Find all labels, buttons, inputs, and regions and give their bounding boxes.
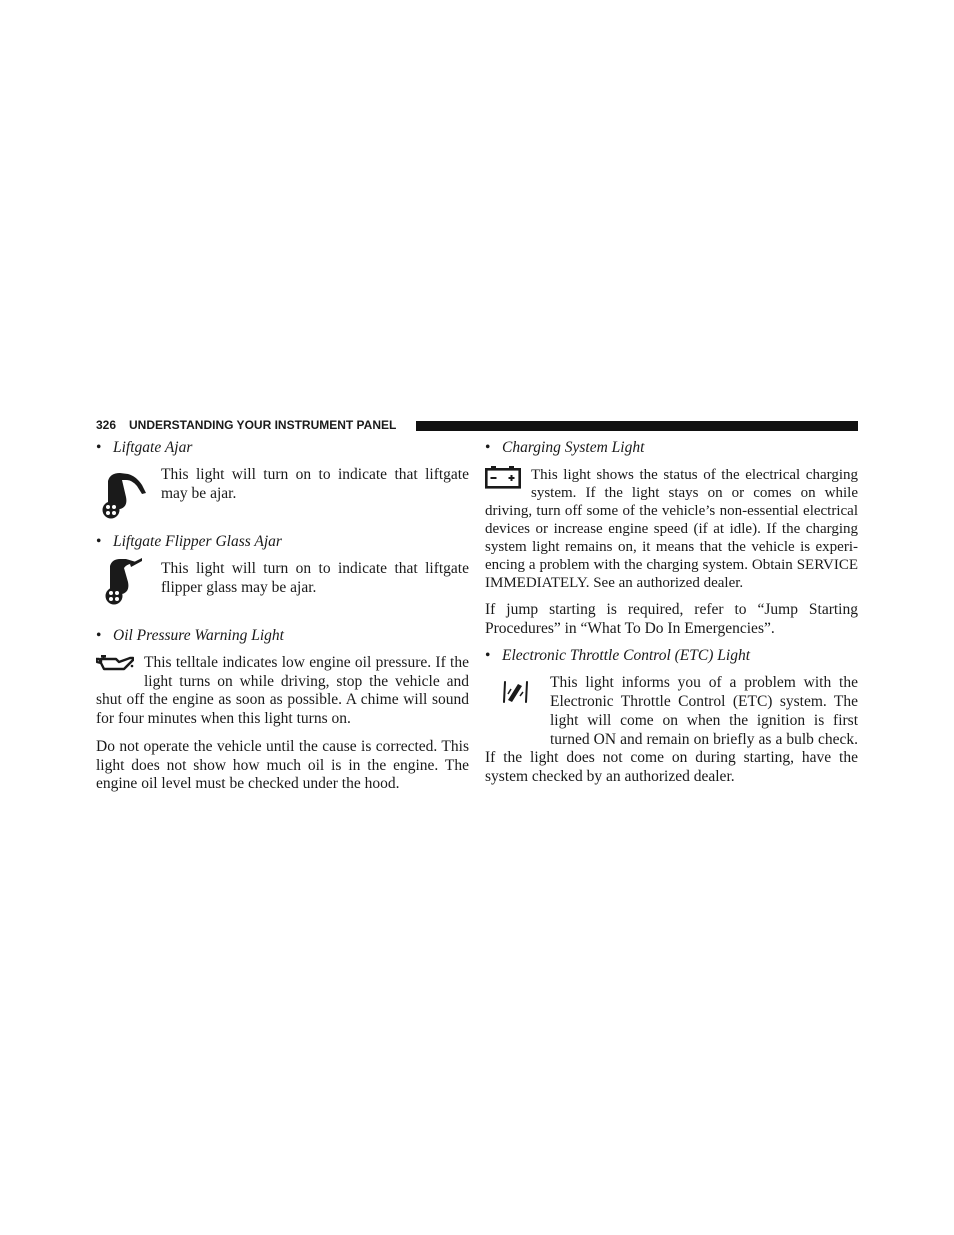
etc-heading: • Electronic Throttle Control (ETC) Light [485, 647, 750, 665]
liftgate-ajar-icon [102, 471, 148, 528]
charging-heading: • Charging System Light [485, 439, 645, 456]
bullet: • [96, 439, 102, 456]
oil-pressure-heading: • Oil Pressure Warning Light [96, 627, 284, 644]
flipper-glass-text: This light will turn on to indicate that liftgate flipper glass may be ajar. [161, 560, 469, 596]
oil-pressure-text: This telltale indicates low engine oil pressure. If the light turns on while driving, stop the vehicle and shut off the engine as soon as possible. A chime will sound for four minutes when this light turns on. [96, 654, 469, 728]
oil-pressure-note: Do not operate the vehicle until the cause is corrected. This light does not show how much oil is in the engine. The engine oil level must be checked under the hood. [96, 737, 469, 793]
charging-text: This light shows the status of the electrical charging system. If the light stays on or comes on while driving, turn off some of the vehicle’s non-essential electrical devices or increase engine speed (if at idle). If the charging system light remains on, it means that the vehicle is experiencing a problem with the charging system. Obtain SERVICE IMMEDIATELY. See an authorized dealer. [485, 467, 858, 591]
liftgate-ajar-heading: • Liftgate Ajar [96, 439, 193, 456]
charging-block [485, 457, 858, 592]
etc-text: This light informs you of a problem with the Electronic Throttle Control (ETC) system. The light will come on when the ignition is first turned ON and remain on briefly as a bulb check. If the light does not come on during starting, have the system checked by an authorized dealer. [485, 674, 858, 785]
jump-start-note: If jump starting is required, refer to “Jump Starting Procedures” in “What To Do In Emergencies”. [485, 601, 858, 637]
right-column [485, 438, 858, 787]
page-header [96, 417, 858, 433]
flipper-glass-heading: • Liftgate Flipper Glass Ajar [96, 533, 282, 550]
etc-block [485, 665, 858, 786]
left-column [96, 438, 469, 794]
battery-icon [485, 466, 531, 502]
flipper-glass-block [96, 551, 469, 626]
header-rule-bar [416, 421, 858, 431]
liftgate-ajar-block [96, 457, 469, 532]
liftgate-ajar-text: This light will turn on to indicate that liftgate may be ajar. [161, 466, 469, 502]
section-title: UNDERSTANDING YOUR INSTRUMENT PANEL [129, 418, 397, 432]
flipper-glass-ajar-icon [104, 556, 144, 611]
throttle-icon [485, 674, 550, 748]
page-number: 326 [96, 418, 117, 432]
oil-pressure-block [96, 645, 469, 729]
oil-can-icon [96, 655, 140, 673]
